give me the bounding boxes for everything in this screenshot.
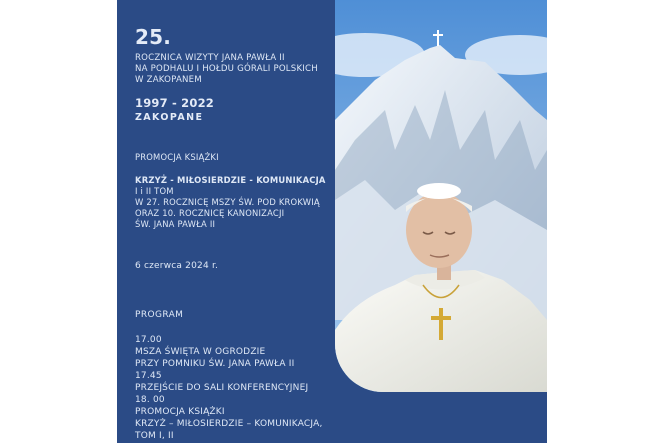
program-item: TOM I, II (135, 431, 174, 441)
heading-line: ROCZNICA WIZYTY JANA PAWŁA II (135, 53, 285, 63)
book-title: KRZYŻ - MIŁOSIERDZIE - KOMUNIKACJA (135, 175, 326, 185)
program-label: PROGRAM (135, 310, 184, 320)
program-item: PROMOCJA KSIĄŻKI (135, 407, 225, 417)
event-poster (117, 0, 547, 443)
city: ZAKOPANE (135, 112, 204, 123)
program-item: PRZEJŚCIE DO SALI KONFERENCYJNEJ (135, 383, 309, 393)
zucchetto (417, 183, 461, 199)
program-time: 17.00 (135, 335, 162, 345)
program-item: MSZA ŚWIĘTA W OGRODZIE (135, 347, 266, 357)
event-date: 6 czerwca 2024 r. (135, 261, 219, 271)
book-subtitle-line: W 27. ROCZNICĘ MSZY ŚW. POD KROKWIĄ (135, 197, 320, 207)
photo-illustration (335, 0, 547, 392)
mountain-portrait-photo (335, 0, 547, 392)
book-subtitle-line: I i II TOM (135, 186, 174, 196)
heading-line: W ZAKOPANEM (135, 75, 202, 85)
pectoral-cross-icon (439, 308, 443, 340)
program-item: KRZYŻ – MIŁOSIERDZIE – KOMUNIKACJA, (135, 419, 323, 429)
program-time: 17.45 (135, 371, 162, 381)
text-panel (117, 0, 335, 443)
program-time: 18. 00 (135, 395, 165, 405)
anniversary-number: 25. (135, 25, 172, 49)
book-subtitle-line: ŚW. JANA PAWŁA II (135, 219, 216, 229)
summit-cross-icon (437, 30, 439, 46)
program-item: PRZY POMNIKU ŚW. JANA PAWŁA II (135, 359, 295, 369)
heading-line: NA PODHALU I HOŁDU GÓRALI POLSKICH (135, 64, 318, 74)
book-promo-label: PROMOCJA KSIĄŻKI (135, 152, 219, 162)
book-subtitle-line: ORAZ 10. ROCZNICĘ KANONIZACJI (135, 208, 285, 218)
years: 1997 - 2022 (135, 96, 214, 110)
